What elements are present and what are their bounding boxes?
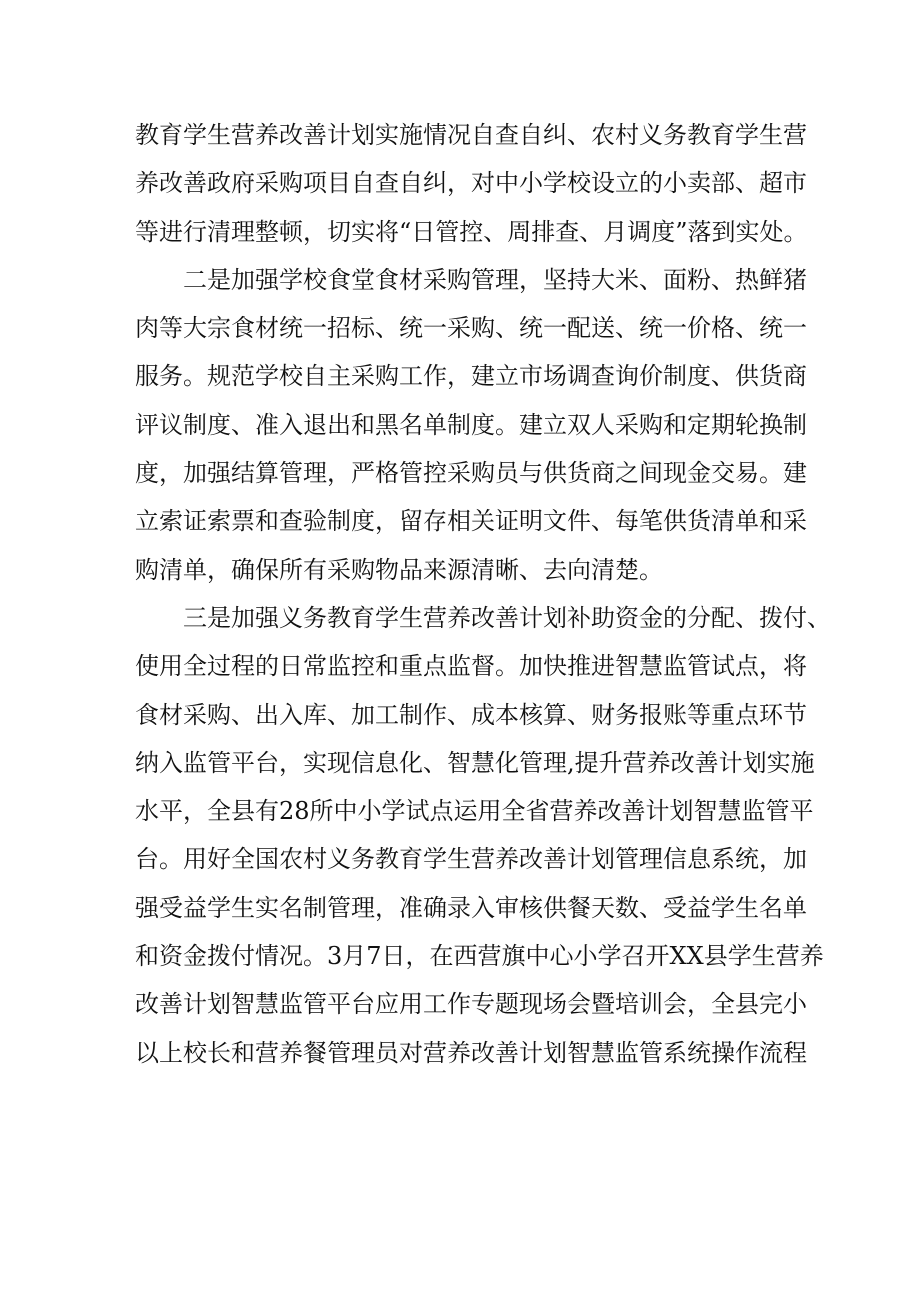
paragraph-start-line: 二是加强学校食堂食材采购管理，坚持大米、面粉、热鲜猪	[183, 265, 807, 294]
text-line: 强受益学生实名制管理，准确录入审核供餐天数、受益学生名单	[135, 893, 807, 922]
text-line: 水平，全县有28所中小学试点运用全省营养改善计划智慧监管平	[135, 797, 814, 826]
paragraph-start-line: 三是加强义务教育学生营养改善计划补助资金的分配、拨付、	[183, 603, 831, 632]
text-line: 肉等大宗食材统一招标、统一采购、统一配送、统一价格、统一	[135, 314, 807, 343]
text-line: 台。用好全国农村义务教育学生营养改善计划管理信息系统，加	[135, 845, 807, 874]
text-line: 使用全过程的日常监控和重点监督。加快推进智慧监管试点，将	[135, 652, 807, 681]
text-line: 教育学生营养改善计划实施情况自查自纠、农村义务教育学生营	[135, 121, 807, 149]
text-line: 立索证索票和查验制度，留存相关证明文件、每笔供货清单和采	[135, 507, 807, 536]
text-line: 评议制度、准入退出和黑名单制度。建立双人采购和定期轮换制	[135, 410, 807, 439]
text-line: 等进行清理整顿，切实将“日管控、周排查、月调度”落到实处。	[135, 217, 808, 246]
text-line: 以上校长和营养餐管理员对营养改善计划智慧监管系统操作流程	[135, 1038, 807, 1067]
text-line: 食材采购、出入库、加工制作、成本核算、财务报账等重点环节	[135, 700, 807, 729]
text-line: 养改善政府采购项目自查自纠，对中小学校设立的小卖部、超市	[135, 169, 807, 198]
body-text	[135, 111, 831, 1077]
text-line: 度，加强结算管理，严格管控采购员与供货商之间现金交易。建	[135, 459, 807, 488]
text-line: 纳入监管平台，实现信息化、智慧化管理,提升营养改善计划实施	[135, 748, 815, 777]
text-line: 服务。规范学校自主采购工作，建立市场调查询价制度、供货商	[135, 362, 807, 391]
text-line: 改善计划智慧监管平台应用工作专题现场会暨培训会，全县完小	[135, 990, 807, 1019]
text-line: 和资金拨付情况。3月7日，在西营旗中心小学召开XX县学生营养	[135, 942, 824, 971]
text-line: 购清单，确保所有采购物品来源清晰、去向清楚。	[135, 555, 663, 584]
